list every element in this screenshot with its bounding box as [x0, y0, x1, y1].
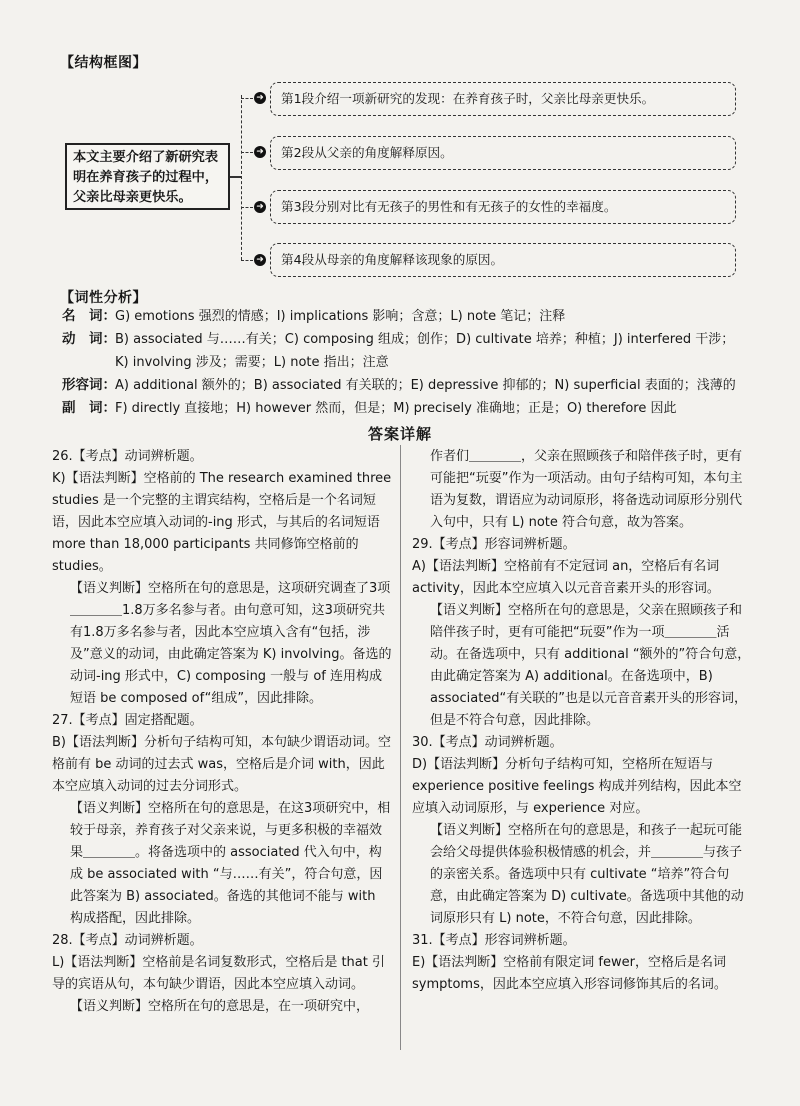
item-27-grammar: B)【语法判断】分析句子结构可知，本句缺少谓语动词。空格前有 be 动词的过去式 was，空格后是介词 with，因此本空应填入动词的过去分词形式。	[52, 735, 391, 794]
right-column	[412, 446, 752, 996]
branch-4: 第4段从母亲的角度解释该现象的原因。	[270, 243, 736, 277]
item-26-grammar: K)【语法判断】空格前的 The research examined three studies 是一个完整的主谓宾结构，空格后是一个名词短语，因此本空应填入动词的-ing 形式，与其后的名词短语 more than 18,000 participants 共同修饰空格前的 studies。	[52, 471, 392, 574]
item-29-heading: 29.【考点】形容词辨析题。	[412, 537, 576, 552]
arrow-icon: ➜	[254, 146, 266, 158]
item-28-heading: 28.【考点】动词辨析题。	[52, 933, 203, 948]
item-30-meaning: 【语义判断】空格所在句的意思是，和孩子一起玩可能会给父母提供体验积极情感的机会，并＿＿＿＿与孩子的亲密关系。备选项中只有 cultivate “培养”符合句意，由此确定答案为 D) cultivate。备选项中其他的动词原形只有 L) note，不符合句意，因此排除。	[430, 823, 744, 926]
branch-2: 第2段从父亲的角度解释原因。	[270, 136, 736, 170]
answers-title: 答案详解	[367, 425, 432, 443]
item-31-grammar: E)【语法判断】空格前有限定词 fewer，空格后是名词 symptoms，因此本空应填入形容词修饰其后的名词。	[412, 955, 727, 992]
pos-label-adv: 副 词：	[62, 400, 116, 416]
connector-h3	[241, 207, 253, 208]
branch-3: 第3段分别对比有无孩子的男性和有无孩子的女性的幸福度。	[270, 190, 736, 224]
pos-row-adj: A) additional 额外的；B) associated 有关联的；E) depressive 抑郁的；N) superficial 表面的；浅薄的	[115, 378, 736, 393]
connector-h4	[241, 260, 253, 261]
pos-row-verb: B) associated 与……有关；C) composing 组成；创作；D) cultivate 培养；种植；J) interfered 干涉；	[115, 332, 735, 347]
item-28-meaning: 【语义判断】空格所在句的意思是，在一项研究中，	[70, 999, 370, 1014]
arrow-icon: ➜	[254, 254, 266, 266]
pos-row-verb-cont: K) involving 涉及；需要；L) note 指出；注意	[115, 355, 389, 370]
connector-h1	[241, 98, 253, 99]
item-28-meaning-cont: 作者们＿＿＿＿，父亲在照顾孩子和陪伴孩子时，更有可能把“玩耍”作为一项活动。由句子结构可知，本句主语为复数，谓语应为动词原形，将备选动词原形分别代入句中，只有 L) note 符合句意，故为答案。	[430, 449, 743, 530]
summary-box: 本文主要介绍了新研究表明在养育孩子的过程中，父亲比母亲更快乐。	[65, 143, 230, 210]
connector-vertical	[241, 95, 242, 260]
pos-label-noun: 名 词：	[62, 308, 116, 324]
item-26-meaning: 【语义判断】空格所在句的意思是，这项研究调查了3项＿＿＿＿1.8万多名参与者。由句意可知，这3项研究共有1.8万多名参与者，因此本空应填入含有“包括，涉及”意义的动词，由此确定答案为 K) involving。备选的动词-ing 形式中，C) composing 一般与 of 连用构成短语 be composed of“组成”，因此排除。	[70, 581, 392, 706]
pos-row-noun: G) emotions 强烈的情感；I) implications 影响；含意；L) note 笔记；注释	[115, 309, 566, 324]
pos-title: 【词性分析】	[60, 290, 147, 306]
pos-label-verb: 动 词：	[62, 331, 116, 347]
arrow-icon: ➜	[254, 92, 266, 104]
item-29-meaning: 【语义判断】空格所在句的意思是，父亲在照顾孩子和陪伴孩子时，更有可能把“玩耍”作为一项＿＿＿＿活动。在备选项中，只有 additional “额外的”符合句意，由此确定答案为 A) additional。在备选项中，B) associated“有关联的”也是以元音音素开头的形容词，但是不符合句意，因此排除。	[430, 603, 751, 728]
pos-row-adv: F) directly 直接地；H) however 然而，但是；M) precisely 准确地；正是；O) therefore 因此	[115, 401, 677, 416]
item-28-grammar: L)【语法判断】空格前是名词复数形式，空格后是 that 引导的宾语从句，本句缺少谓语，因此本空应填入动词。	[52, 955, 385, 992]
column-divider	[400, 445, 401, 1050]
connector-h2	[241, 152, 253, 153]
item-30-grammar: D)【语法判断】分析句子结构可知，空格所在短语与 experience positive feelings 构成并列结构，因此本空应填入动词原形，与 experience 对应。	[412, 757, 742, 816]
item-29-grammar: A)【语法判断】空格前有不定冠词 an，空格后有名词 activity，因此本空应填入以元音音素开头的形容词。	[412, 559, 720, 596]
item-31-heading: 31.【考点】形容词辨析题。	[412, 933, 576, 948]
left-column	[52, 446, 392, 1018]
branch-1: 第1段介绍一项新研究的发现：在养育孩子时，父亲比母亲更快乐。	[270, 82, 736, 116]
pos-label-adj: 形容词：	[62, 377, 116, 393]
item-27-heading: 27.【考点】固定搭配题。	[52, 713, 203, 728]
arrow-icon: ➜	[254, 201, 266, 213]
item-30-heading: 30.【考点】动词辨析题。	[412, 735, 563, 750]
structure-title: 【结构框图】	[60, 55, 147, 71]
item-26-heading: 26.【考点】动词辨析题。	[52, 449, 203, 464]
item-27-meaning: 【语义判断】空格所在句的意思是，在这3项研究中，相较于母亲，养育孩子对父亲来说，与更多积极的幸福效果＿＿＿＿。将备选项中的 associated 代入句中，构成 be associated with “与……有关”，符合句意，因此答案为 B) associated。备选的其他词不能与 with 构成搭配，因此排除。	[70, 801, 391, 926]
connector-line	[230, 176, 241, 178]
